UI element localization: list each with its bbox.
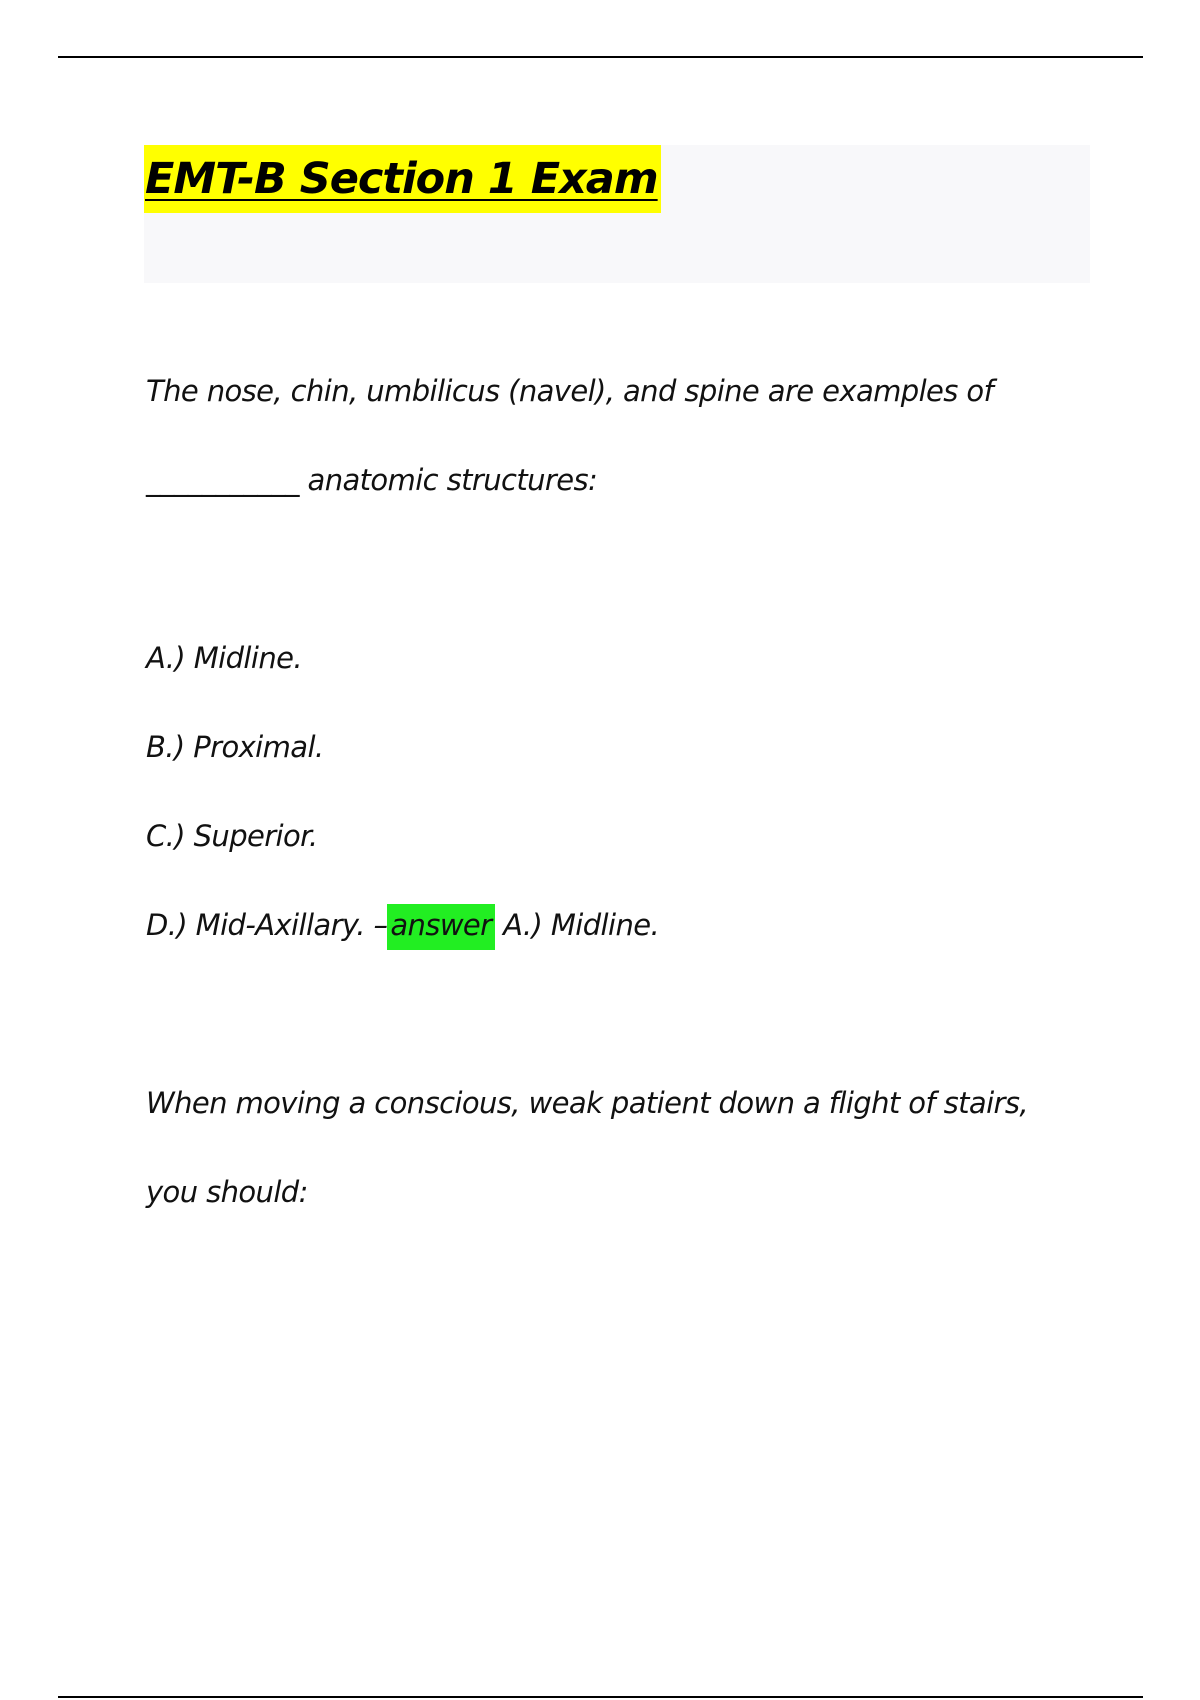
question-1-option-c: C.) Superior. <box>146 819 318 853</box>
header-rule <box>58 56 1143 58</box>
title-block <box>144 145 1090 283</box>
question-1-option-a: A.) Midline. <box>146 641 302 675</box>
footer-rule <box>58 1696 1143 1698</box>
page-title: EMT-B Section 1 Exam <box>144 145 661 213</box>
answer-text: A.) Midline. <box>494 908 660 942</box>
question-1-option-d: D.) Mid-Axillary. <box>146 908 365 942</box>
answer-label: answer <box>387 904 494 950</box>
answer-dash: – <box>364 908 388 942</box>
question-1-option-d-row <box>146 908 659 942</box>
question-1-stem-line-2: ___________ anatomic structures: <box>146 463 598 497</box>
question-2-stem-line-1: When moving a conscious, weak patient down a flight of stairs, <box>146 1086 1028 1120</box>
question-2-stem-line-2: you should: <box>146 1175 308 1209</box>
question-1-stem-line-1: The nose, chin, umbilicus (navel), and spine are examples of <box>146 374 994 408</box>
question-1-option-b: B.) Proximal. <box>146 730 324 764</box>
